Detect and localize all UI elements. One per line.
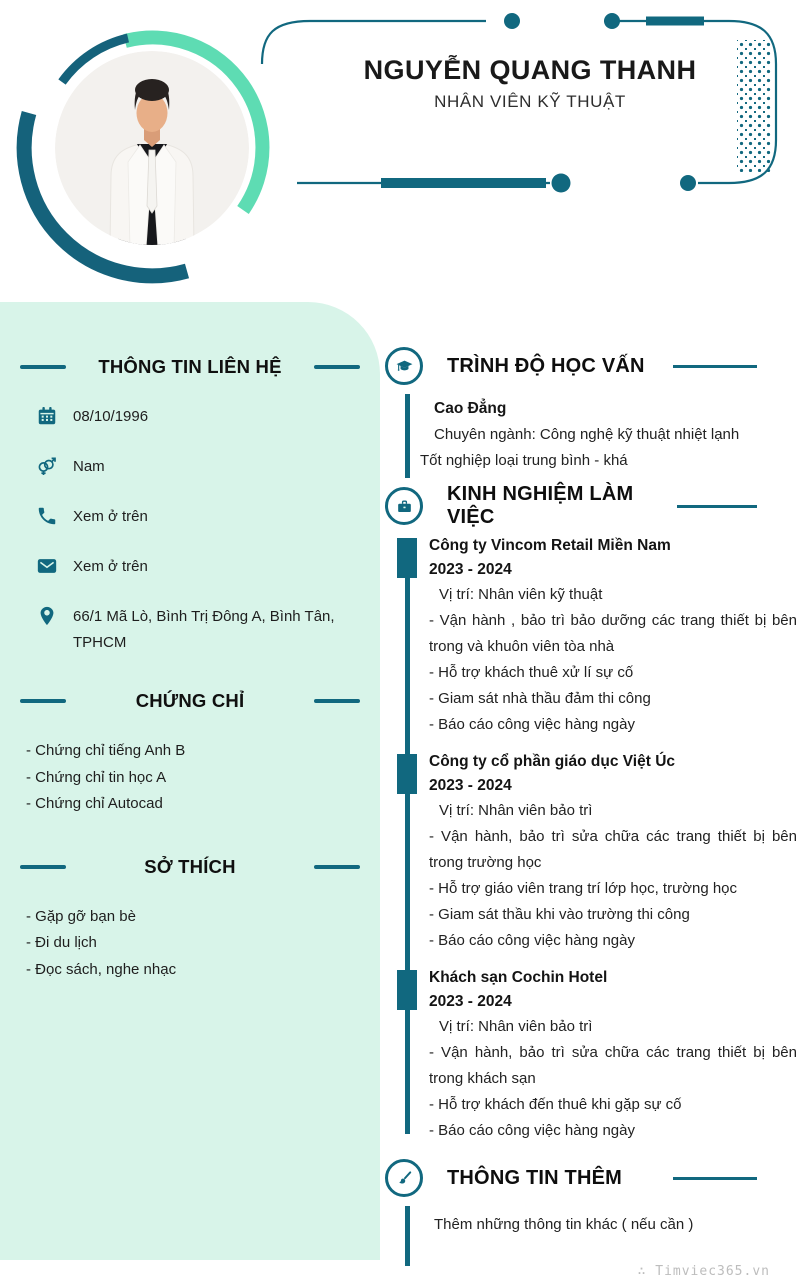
job-period: 2023 - 2024 bbox=[429, 777, 512, 794]
birthday-value: 08/10/1996 bbox=[73, 408, 149, 425]
contact-section-heading bbox=[0, 356, 380, 378]
contact-item-phone bbox=[36, 504, 350, 530]
certificates-heading-text: CHỨNG CHỈ bbox=[135, 690, 245, 711]
list-item: - Gặp gỡ bạn bè bbox=[26, 907, 136, 925]
contact-item-email bbox=[36, 554, 350, 580]
education-heading-text: TRÌNH ĐỘ HỌC VẤN bbox=[447, 354, 645, 377]
certificates-list bbox=[26, 738, 380, 818]
list-item: - Chứng chỉ tiếng Anh B bbox=[26, 742, 186, 759]
gender-value: Nam bbox=[73, 458, 105, 475]
company-name: Công ty cổ phần giáo dục Việt Úc bbox=[429, 753, 676, 770]
job-duty: - Giam sát nhà thầu đảm thi công bbox=[429, 690, 651, 707]
contact-item-gender bbox=[36, 454, 350, 480]
hobbies-heading-text: SỞ THÍCH bbox=[144, 855, 236, 877]
certificates-section-heading bbox=[0, 690, 380, 712]
sidebar bbox=[0, 302, 380, 1260]
gender-icon bbox=[36, 455, 58, 477]
job-duty: - Báo cáo công việc hàng ngày bbox=[429, 1122, 635, 1139]
contact-heading-text: THÔNG TIN LIÊN HỆ bbox=[98, 356, 282, 377]
heading-rule bbox=[673, 365, 757, 368]
phone-value: Xem ở trên bbox=[73, 508, 148, 525]
job-entry bbox=[385, 966, 797, 1144]
job-duty: - Vận hành, bảo trì sửa chữa các trang thiết bị bên trong trường học bbox=[429, 828, 797, 871]
heading-dash-left bbox=[20, 699, 66, 703]
additional-section-header bbox=[385, 1158, 797, 1198]
profile-photo bbox=[0, 0, 320, 310]
hobbies-list bbox=[26, 904, 380, 984]
job-duty: - Hỗ trợ khách thuê xử lí sự cố bbox=[429, 664, 634, 681]
timeline-marker bbox=[397, 538, 417, 578]
email-value: Xem ở trên bbox=[73, 558, 148, 575]
job-duty: - Báo cáo công việc hàng ngày bbox=[429, 932, 635, 949]
company-name: Khách sạn Cochin Hotel bbox=[429, 969, 608, 986]
heading-dash-left bbox=[20, 365, 66, 369]
contact-item-birthday bbox=[36, 404, 350, 430]
list-item: - Chứng chỉ tin học A bbox=[26, 768, 167, 786]
hobbies-section-heading bbox=[0, 856, 380, 878]
heading-dash-right bbox=[314, 865, 360, 869]
graduation-result: Tốt nghiệp loại trung bình - khá bbox=[420, 452, 628, 469]
additional-content bbox=[405, 1206, 797, 1266]
timeline-marker bbox=[397, 970, 417, 1010]
candidate-job-title: NHÂN VIÊN KỸ THUẬT bbox=[434, 92, 626, 111]
calendar-icon bbox=[36, 405, 58, 427]
experience-timeline bbox=[385, 534, 797, 1144]
phone-icon bbox=[36, 505, 58, 527]
graduation-cap-icon bbox=[385, 347, 423, 385]
education-content bbox=[405, 394, 797, 478]
job-entry bbox=[385, 534, 797, 738]
job-duty: - Vận hành , bảo trì bảo dưỡng các trang thiết bị bên trong và khuôn viên tòa nhà bbox=[429, 612, 797, 655]
list-item: - Đọc sách, nghe nhạc bbox=[26, 960, 177, 978]
candidate-name: NGUYỄN QUANG THANH bbox=[363, 55, 697, 85]
heading-dash-left bbox=[20, 865, 66, 869]
job-position: Vị trí: Nhân viên kỹ thuật bbox=[439, 586, 603, 603]
company-name: Công ty Vincom Retail Miền Nam bbox=[429, 537, 671, 554]
heading-dash-right bbox=[314, 365, 360, 369]
education-section-header bbox=[385, 346, 797, 386]
main-column bbox=[385, 346, 797, 1266]
degree-name: Cao Đẳng bbox=[434, 400, 507, 417]
job-entry bbox=[385, 750, 797, 954]
job-position: Vị trí: Nhân viên bảo trì bbox=[439, 1018, 593, 1035]
heading-rule bbox=[673, 1177, 757, 1180]
timeline-marker bbox=[397, 754, 417, 794]
contact-item-address bbox=[36, 604, 350, 656]
list-item: - Chứng chỉ Autocad bbox=[26, 795, 163, 812]
address-value: 66/1 Mã Lò, Bình Trị Đông A, Bình Tân, TPHCM bbox=[73, 608, 335, 651]
experience-section-header bbox=[385, 483, 797, 528]
job-duty: - Hỗ trợ giáo viên trang trí lớp học, trường học bbox=[429, 880, 738, 897]
job-duty: - Vận hành, bảo trì sửa chữa các trang thiết bị bên trong khách sạn bbox=[429, 1044, 797, 1087]
major-line: Chuyên ngành: Công nghệ kỹ thuật nhiệt lạnh bbox=[434, 426, 740, 443]
additional-note: Thêm những thông tin khác ( nếu cần ) bbox=[434, 1216, 694, 1233]
additional-heading-text: THÔNG TIN THÊM bbox=[447, 1166, 623, 1189]
briefcase-icon bbox=[385, 487, 423, 525]
site-watermark: ∴ Timviec365.vn bbox=[637, 1264, 770, 1279]
experience-heading-text: KINH NGHIỆM LÀM VIỆC bbox=[447, 483, 634, 528]
email-icon bbox=[36, 555, 58, 577]
heading-dash-right bbox=[314, 699, 360, 703]
location-icon bbox=[36, 605, 58, 627]
heading-rule bbox=[677, 505, 757, 508]
portrait-image bbox=[55, 51, 249, 250]
list-item: - Đi du lịch bbox=[26, 934, 97, 951]
job-period: 2023 - 2024 bbox=[429, 561, 512, 578]
job-position: Vị trí: Nhân viên bảo trì bbox=[439, 802, 593, 819]
job-duty: - Báo cáo công việc hàng ngày bbox=[429, 716, 635, 733]
job-period: 2023 - 2024 bbox=[429, 993, 512, 1010]
paintbrush-icon bbox=[385, 1159, 423, 1197]
job-duty: - Giam sát thầu khi vào trường thi công bbox=[429, 906, 690, 923]
job-duty: - Hỗ trợ khách đến thuê khi gặp sự cố bbox=[429, 1096, 682, 1113]
